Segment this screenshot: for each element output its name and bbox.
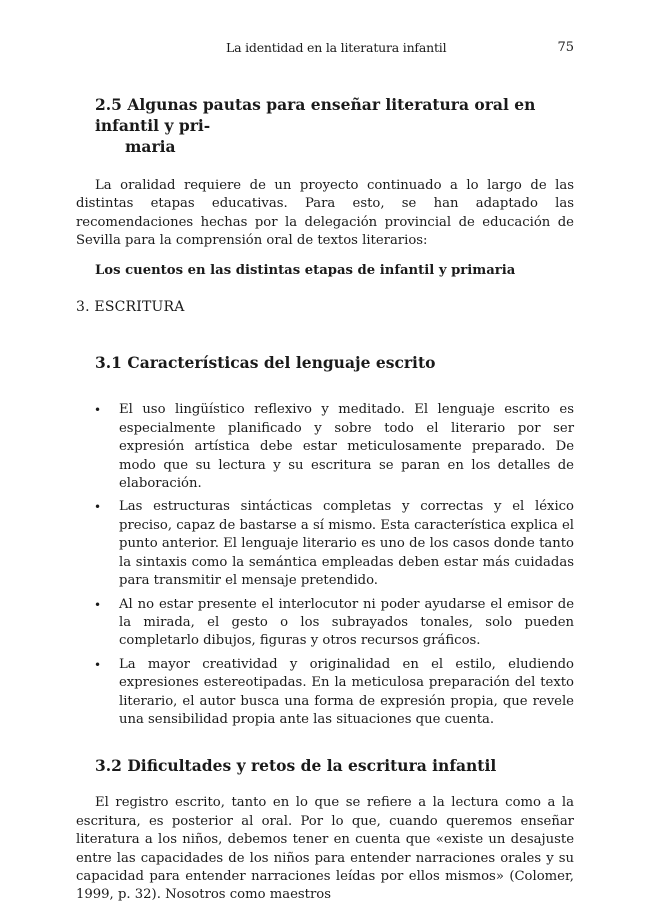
section-2-5-heading-line1: 2.5 Algunas pautas para enseñar literatura oral en infantil y pri- [95, 95, 536, 135]
running-title: La identidad en la literatura infantil [226, 40, 447, 55]
section-3-2-paragraph: El registro escrito, tanto en lo que se refiere a la lectura como a la escritura, es posterior al oral. Por lo que, cuando queremos enseñar literatura a los niños, debemos tener en cuenta que «existe un desajuste entre las capacidades de los niños para entender narraciones orales y su capacidad para entender narraciones leídas por ellos mismos» (Colomer, 1999, p. 32). Nosotros como maestros [76, 795, 574, 903]
section-3-1-bullet-list [76, 401, 574, 729]
section-2-5-paragraph: La oralidad requiere de un proyecto continuado a lo largo de las distintas etapas educativas. Para esto, se han adaptado las recomendaciones hechas por la delegación provincial de educación de Sevilla para la comprensión oral de textos literarios: [76, 178, 574, 249]
list-item [76, 656, 574, 730]
section-2-5-bold-line: Los cuentos en las distintas etapas de infantil y primaria [95, 262, 516, 278]
list-item-text: Las estructuras sintácticas completas y correctas y el léxico preciso, capaz de bastarse a sí mismo. Esta característica explica el punto anterior. El lenguaje literario es uno de los casos donde tanto la sintaxis como la semántica empleadas deben estar más cuidadas para transmitir el mensaje pretendido. [119, 499, 574, 589]
bullet-icon: • [94, 500, 102, 515]
bullet-icon: • [94, 657, 102, 672]
list-item-text: Al no estar presente el interlocutor ni poder ayudarse el emisor de la mirada, el gesto o los subrayados tonales, solo pueden completarlo dibujos, figuras y otros recursos gráficos. [119, 596, 574, 649]
section-3-title: 3. ESCRITURA [76, 299, 185, 316]
bullet-icon: • [94, 597, 102, 612]
page-body [76, 94, 574, 905]
page-number: 75 [557, 40, 574, 55]
list-item-text: La mayor creatividad y originalidad en el estilo, eludiendo expresiones estereotipadas. En la meticulosa preparación del texto literario, el autor busca una forma de expresión propia, que revele una sensibilidad propia ante las situaciones que cuenta. [119, 656, 574, 727]
list-item [76, 498, 574, 590]
list-item [76, 596, 574, 651]
section-3-2-heading: 3.2 Dificultades y retos de la escritura infantil [95, 756, 497, 776]
bullet-icon: • [94, 403, 102, 418]
section-3-1-heading: 3.1 Características del lenguaje escrito [95, 353, 436, 373]
list-item [76, 401, 574, 493]
list-item-text: El uso lingüístico reflexivo y meditado. El lenguaje escrito es especialmente planificado y sobre todo el literario por ser expresión artística debe estar meticulosamente preparado. De modo que su lectura y su escritura se paran en los detalles de elaboración. [119, 402, 574, 492]
section-2-5-heading [76, 94, 574, 157]
section-2-5-heading-line2: maria [125, 137, 176, 156]
running-header [76, 40, 574, 58]
